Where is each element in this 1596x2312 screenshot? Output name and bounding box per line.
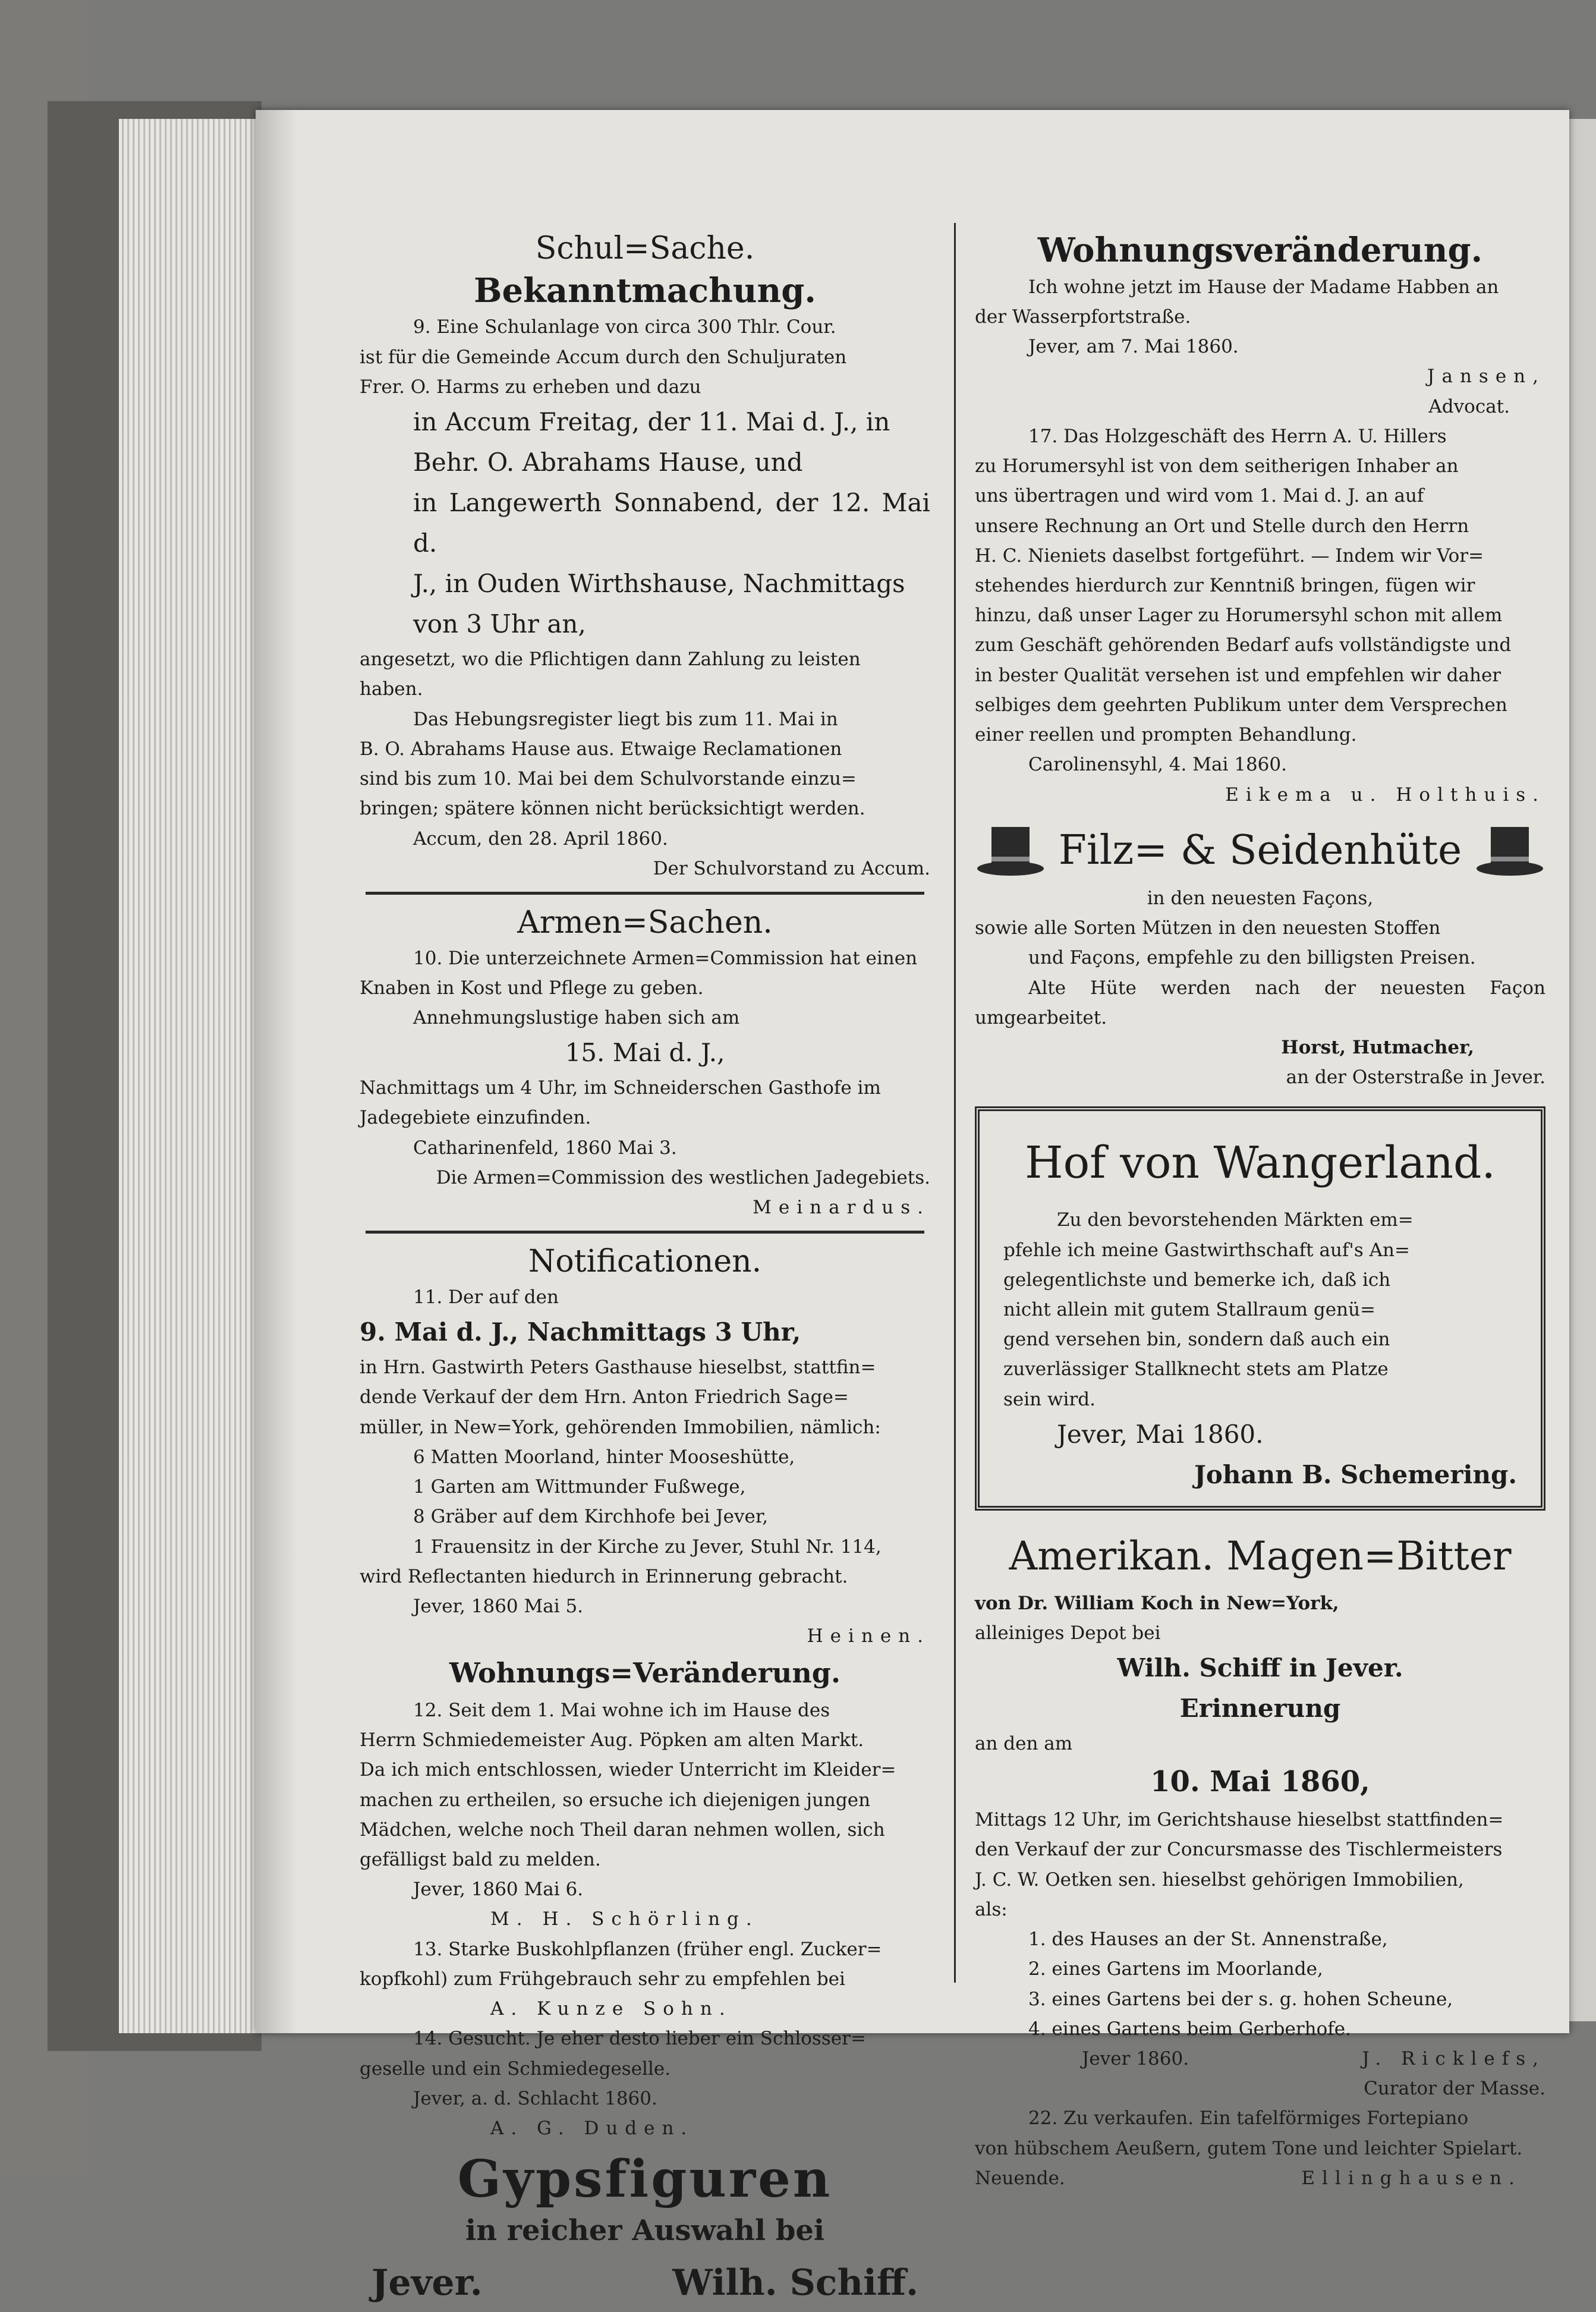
ad-seller: Wilh. Schiff. xyxy=(672,2261,918,2304)
notice-14 xyxy=(360,2024,930,2143)
ad-filz-seidenhuete xyxy=(975,818,1545,1093)
list-item: 1. des Hauses an der St. Annenstraße, xyxy=(1028,1929,1388,1951)
notice-10 xyxy=(360,943,930,1223)
top-hat-icon xyxy=(975,821,1046,880)
text-line: 17. Das Holzgeschäft des Herrn A. U. Hillers xyxy=(1028,425,1447,447)
text-line: geselle und ein Schmiedegeselle. xyxy=(360,2058,671,2080)
notice-17 xyxy=(975,421,1545,810)
signature: Meinardus. xyxy=(753,1197,930,1219)
text-line: H. C. Nieniets daselbst fortgeführt. — Indem wir Vor= xyxy=(975,545,1484,567)
signature: Curator der Masse. xyxy=(1364,2078,1545,2100)
text-line: müller, in New=York, gehörenden Immobilien, nämlich: xyxy=(360,1416,881,1438)
text-line: Annehmungslustige haben sich am xyxy=(413,1007,740,1029)
date-emphasis: 15. Mai d. J., xyxy=(565,1038,725,1068)
left-column xyxy=(360,229,930,2312)
text-line: Zu den bevorstehenden Märkten em= xyxy=(1057,1209,1414,1231)
text-line: als: xyxy=(975,1898,1008,1920)
page-edges xyxy=(119,119,267,2033)
text-line: Knaben in Kost und Pflege zu geben. xyxy=(360,977,704,999)
gutter-shadow xyxy=(256,110,297,2033)
section-heading-armen: Armen=Sachen. xyxy=(517,904,773,940)
list-item: 6 Matten Moorland, hinter Mooseshütte, xyxy=(413,1446,795,1468)
text-line: selbiges dem geehrten Publikum unter dem Versprechen xyxy=(975,694,1507,716)
text-line: gend versehen bin, sondern daß auch ein xyxy=(1003,1329,1390,1351)
ad-place: Jever. xyxy=(372,2261,483,2304)
text-line: unsere Rechnung an Ort und Stelle durch den Herrn xyxy=(975,515,1469,537)
text-line: der Wasserpfortstraße. xyxy=(975,306,1191,328)
signature: J. Ricklefs, xyxy=(1362,2048,1545,2070)
notice-11 xyxy=(360,1282,930,1651)
text-line: Das Hebungsregister liegt bis zum 11. Mai in xyxy=(413,708,838,730)
date-line: Catharinenfeld, 1860 Mai 3. xyxy=(413,1137,677,1159)
text-line: alleiniges Depot bei xyxy=(975,1622,1161,1644)
text-line: und Façons, empfehle zu den billigsten Preisen. xyxy=(1028,947,1476,969)
text-line: 13. Starke Buskohlpflanzen (früher engl. Zucker= xyxy=(413,1938,882,1960)
date-line: Jever 1860. xyxy=(1082,2048,1189,2070)
text-line: 9. Eine Schulanlage von circa 300 Thlr. Cour. xyxy=(413,316,836,338)
right-column xyxy=(975,229,1545,2193)
date-line: Jever, 1860 Mai 6. xyxy=(413,1879,584,1901)
section-rule xyxy=(366,892,924,895)
text-line: Mädchen, welche noch Theil daran nehmen wollen, sich xyxy=(360,1819,885,1841)
ad-gypsfiguren xyxy=(360,2151,930,2312)
text-line: Alte Hüte werden nach der neuesten Façon umgearbeitet. xyxy=(975,977,1545,1028)
text-line: zum Geschäft gehörenden Bedarf aufs vollständigste und xyxy=(975,634,1512,656)
top-hat-icon xyxy=(1474,821,1545,880)
text-line: bringen; spätere können nicht berücksichtigt werden. xyxy=(360,798,865,820)
ad-footer xyxy=(372,2254,918,2312)
place-line: Neuende. xyxy=(975,2167,1065,2189)
text-line: hinzu, daß unser Lager zu Horumersyhl schon mit allem xyxy=(975,605,1503,627)
list-item: 8 Gräber auf dem Kirchhofe bei Jever, xyxy=(413,1506,769,1528)
text-line: sein wird. xyxy=(1003,1388,1096,1410)
text-line: sowie alle Sorten Mützen in den neuesten Stoffen xyxy=(975,917,1441,939)
ad-hof-von-wangerland xyxy=(975,1106,1545,1510)
list-item: 4. eines Gartens beim Gerberhofe. xyxy=(1028,2018,1351,2040)
text-line: Da ich mich entschlossen, wieder Unterricht im Kleider= xyxy=(360,1759,896,1781)
text-line: Jadegebiete einzufinden. xyxy=(360,1107,591,1129)
text-line: Behr. O. Abrahams Hause, und xyxy=(413,448,803,477)
signature: A. G. Duden. xyxy=(490,2117,694,2139)
text-line: haben. xyxy=(360,678,423,700)
signature: A. Kunze Sohn. xyxy=(490,1998,732,2020)
signature: Johann B. Schemering. xyxy=(1194,1459,1517,1489)
text-line: Mittags 12 Uhr, im Gerichtshause hieselbst stattfinden= xyxy=(975,1809,1504,1831)
notice-13 xyxy=(360,1934,930,2024)
text-line: dende Verkauf der dem Hrn. Anton Friedrich Sage= xyxy=(360,1386,849,1408)
date-line: Jever, Mai 1860. xyxy=(1057,1419,1264,1449)
text-line: von Dr. William Koch in New=York, xyxy=(975,1592,1339,1614)
text-line: in bester Qualität versehen ist und empfehlen wir daher xyxy=(975,664,1501,686)
date-line: Jever, a. d. Schlacht 1860. xyxy=(413,2087,657,2109)
signature: Jansen, xyxy=(1427,366,1545,388)
newspaper-page xyxy=(256,110,1569,2304)
section-heading-notificationen: Notificationen. xyxy=(528,1244,762,1280)
ad-seller: Wilh. Schiff in Jever. xyxy=(1117,1653,1403,1683)
ad-header xyxy=(975,818,1545,883)
text-line: Frer. O. Harms zu erheben und dazu xyxy=(360,376,701,398)
text-line: gefälligst bald zu melden. xyxy=(360,1849,601,1870)
column-divider xyxy=(954,223,956,1983)
text-line: stehendes hierdurch zur Kenntniß bringen, fügen wir xyxy=(975,574,1475,596)
text-line: gelegentlichste und bemerke ich, daß ich xyxy=(1003,1269,1391,1291)
signature: Heinen. xyxy=(807,1625,930,1647)
signature-row xyxy=(975,2044,1545,2074)
text-line: kopfkohl) zum Frühgebrauch sehr zu empfehlen bei xyxy=(360,1968,845,1990)
ad-title: Amerikan. Magen=Bitter xyxy=(1009,1533,1512,1579)
signature-row xyxy=(975,2163,1545,2193)
signature: Eikema u. Holthuis. xyxy=(1225,784,1545,806)
date-emphasis: 10. Mai 1860, xyxy=(1150,1764,1370,1798)
section-rule xyxy=(366,1231,924,1234)
text-line: 10. Die unterzeichnete Armen=Commission hat einen xyxy=(413,947,918,969)
signature: Advocat. xyxy=(1428,395,1510,417)
signature: Ellinghausen. xyxy=(1301,2167,1522,2189)
text-line: 14. Gesucht. Je eher desto lieber ein Schlosser= xyxy=(413,2028,866,2050)
notice-22 xyxy=(975,2103,1545,2193)
text-line: zu Horumersyhl ist von dem seitherigen Inhaber an xyxy=(975,455,1459,477)
text-line: machen zu ertheilen, so ersuche ich diejenigen jungen xyxy=(360,1789,871,1811)
notice-wohnung xyxy=(975,272,1545,421)
text-line: in Langewerth Sonnabend, der 12. Mai d. xyxy=(413,488,930,558)
text-line: in Accum Freitag, der 11. Mai d. J., in xyxy=(413,407,890,437)
text-line: nicht allein mit gutem Stallraum genü= xyxy=(1003,1298,1376,1320)
date-line: Jever, 1860 Mai 5. xyxy=(413,1595,584,1617)
list-item: 3. eines Gartens bei der s. g. hohen Scheune, xyxy=(1028,1988,1453,2010)
list-item: 2. eines Gartens im Moorlande, xyxy=(1028,1958,1323,1980)
signature: Die Armen=Commission des westlichen Jadegebiets. xyxy=(436,1166,930,1188)
heading-bekanntmachung: Bekanntmachung. xyxy=(474,270,816,310)
text-line: einer reellen und prompten Behandlung. xyxy=(975,724,1357,746)
text-line: an den am xyxy=(975,1733,1073,1755)
text-line: von hübschem Aeußern, gutem Tone und leichter Spielart. xyxy=(975,2137,1523,2159)
text-line: sind bis zum 10. Mai bei dem Schulvorstande einzu= xyxy=(360,768,857,790)
text-line: 11. Der auf den xyxy=(413,1286,559,1308)
ad-subtitle: in den neuesten Façons, xyxy=(1147,887,1374,909)
text-line: 22. Zu verkaufen. Ein tafelförmiges Fortepiano xyxy=(1028,2107,1469,2129)
signature: Der Schulvorstand zu Accum. xyxy=(653,857,930,879)
ad-magen-bitter xyxy=(975,1525,1545,1688)
text-line: 12. Seit dem 1. Mai wohne ich im Hause des xyxy=(413,1699,830,1721)
notice-erinnerung xyxy=(975,1688,1545,2103)
ad-title: Filz= & Seidenhüte xyxy=(1058,826,1462,874)
text-line: Ich wohne jetzt im Hause der Madame Habben an xyxy=(1028,276,1499,298)
list-item: 1 Garten am Wittmunder Fußwege, xyxy=(413,1476,746,1498)
heading-wohnungs-veraenderung: Wohnungs=Veränderung. xyxy=(449,1657,841,1690)
text-line: pfehle ich meine Gastwirthschaft auf's An= xyxy=(1003,1239,1410,1261)
section-heading-schul: Schul=Sache. xyxy=(535,231,755,266)
text-line: uns übertragen und wird vom 1. Mai d. J. an auf xyxy=(975,485,1424,507)
text-line: wird Reflectanten hiedurch in Erinnerung gebracht. xyxy=(360,1565,848,1587)
notice-12 xyxy=(360,1696,930,1934)
list-item: 1 Frauensitz in der Kirche zu Jever, Stuhl Nr. 114, xyxy=(413,1536,882,1558)
text-line: Herrn Schmiedemeister Aug. Pöpken am alten Markt. xyxy=(360,1729,864,1751)
text-line: angesetzt, wo die Pflichtigen dann Zahlung zu leisten xyxy=(360,649,861,671)
ad-title: Gypsfiguren xyxy=(457,2149,833,2210)
text-line: Nachmittags um 4 Uhr, im Schneiderschen Gasthofe im xyxy=(360,1077,881,1099)
text-line: B. O. Abrahams Hause aus. Etwaige Reclamationen xyxy=(360,738,842,760)
ad-subtitle: in reicher Auswahl bei xyxy=(465,2213,825,2247)
text-line: ist für die Gemeinde Accum durch den Schuljuraten xyxy=(360,346,847,368)
signature: Horst, Hutmacher, xyxy=(1281,1036,1474,1058)
text-line: in Hrn. Gastwirth Peters Gasthause hieselbst, stattfin= xyxy=(360,1357,876,1379)
ad-title: Hof von Wangerland. xyxy=(1025,1137,1496,1189)
facing-page-edge xyxy=(1569,119,1596,2021)
heading-erinnerung: Erinnerung xyxy=(1179,1694,1341,1723)
text-line: J., in Ouden Wirthshause, Nachmittags xyxy=(413,569,905,599)
date-line: Accum, den 28. April 1860. xyxy=(413,828,668,850)
text-line: den Verkauf der zur Concursmasse des Tischlermeisters xyxy=(975,1839,1503,1861)
signature: M. H. Schörling. xyxy=(490,1908,759,1930)
text-line: von 3 Uhr an, xyxy=(413,609,586,639)
date-emphasis: 9. Mai d. J., Nachmittags 3 Uhr, xyxy=(360,1317,801,1347)
address-line: an der Osterstraße in Jever. xyxy=(1286,1067,1545,1089)
date-line: Carolinensyhl, 4. Mai 1860. xyxy=(1028,754,1287,776)
date-line: Jever, am 7. Mai 1860. xyxy=(1028,336,1239,358)
text-line: zuverlässiger Stallknecht stets am Platze xyxy=(1003,1358,1389,1380)
heading-wohnungsveraenderung: Wohnungsveränderung. xyxy=(1037,231,1483,270)
notice-9 xyxy=(360,312,930,883)
text-line: J. C. W. Oetken sen. hieselbst gehörigen Immobilien, xyxy=(975,1869,1464,1891)
